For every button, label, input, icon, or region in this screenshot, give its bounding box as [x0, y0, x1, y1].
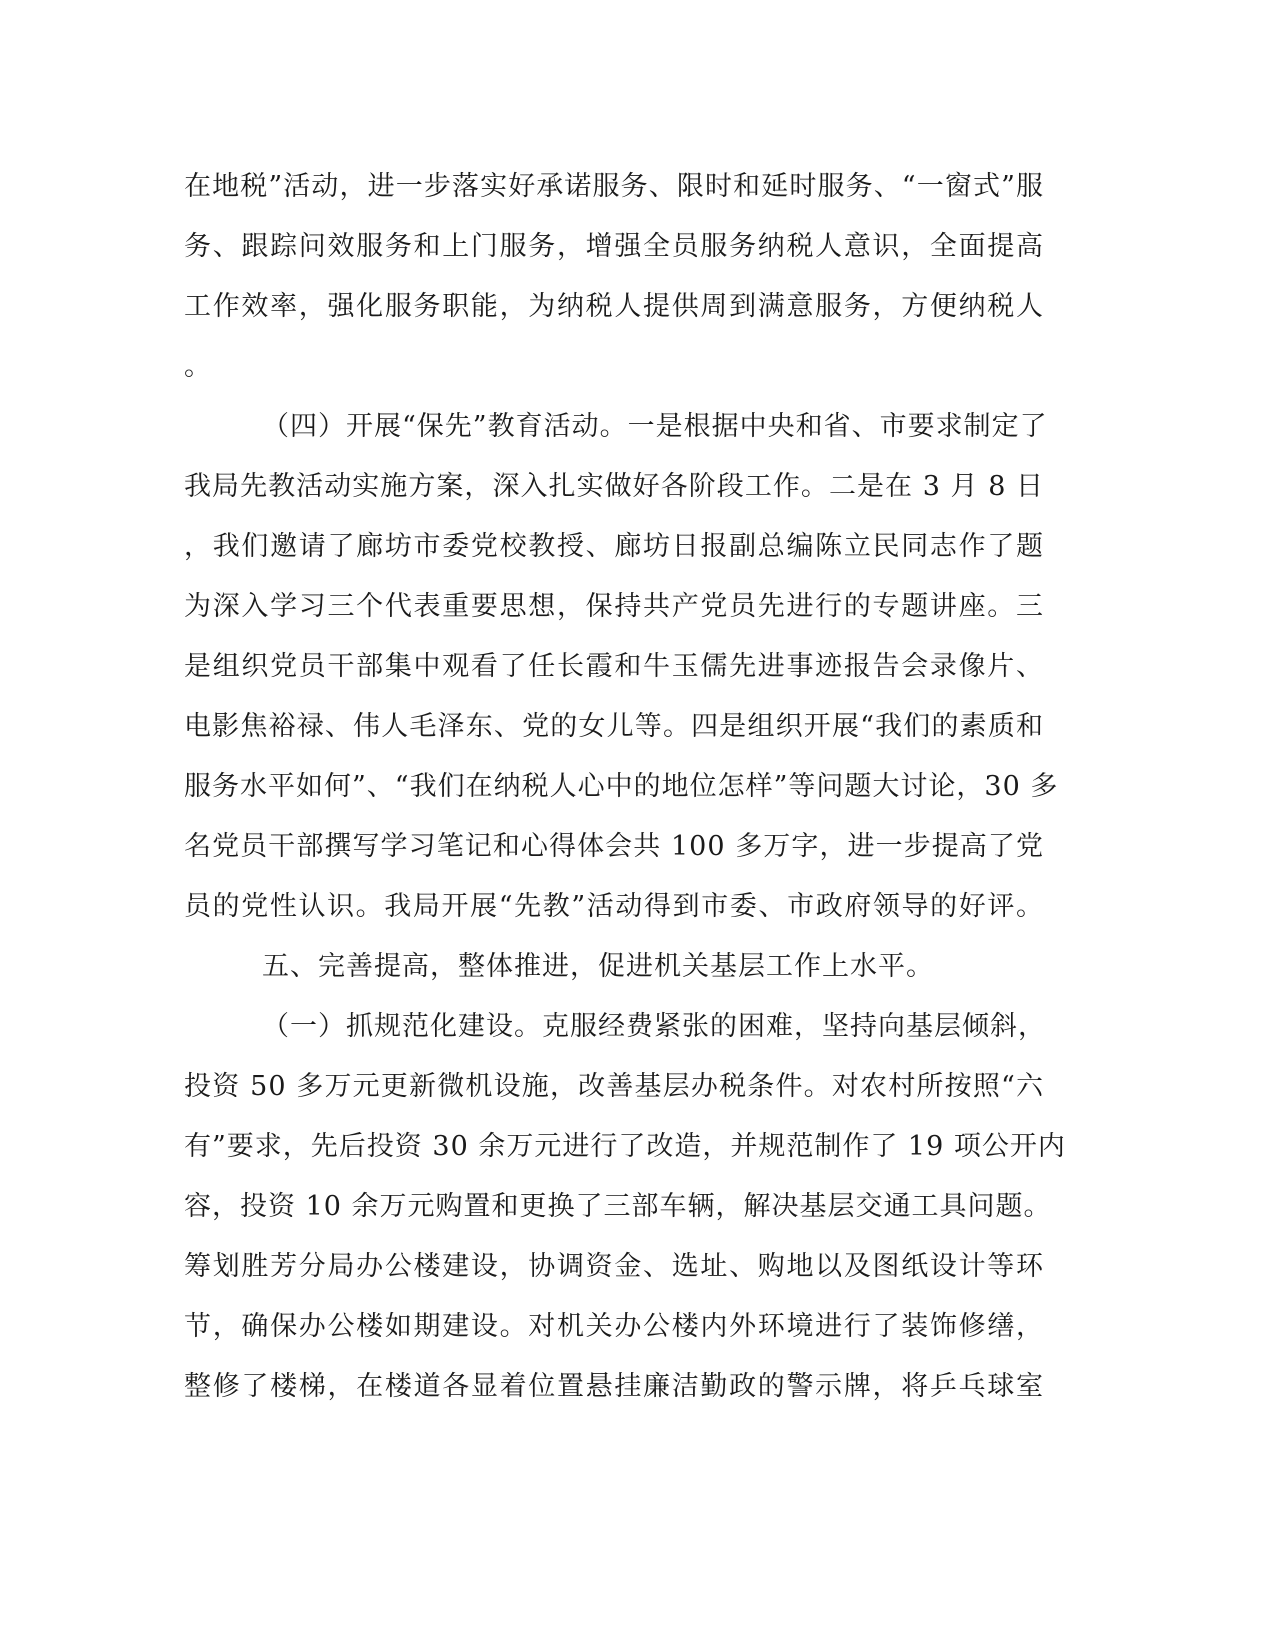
- text-line: 是组织党员干部集中观看了任长霞和牛玉儒先进事迹报告会录像片、: [184, 651, 1044, 682]
- text-line: 整修了楼梯，在楼道各显着位置悬挂廉洁勤政的警示牌，将乒乓球室: [184, 1371, 1044, 1402]
- text-line: （一）抓规范化建设。克服经费紧张的困难，坚持向基层倾斜，: [262, 1011, 1046, 1042]
- text-line: 务、跟踪问效服务和上门服务，增强全员服务纳税人意识，全面提高: [184, 231, 1044, 262]
- text-line: 筹划胜芳分局办公楼建设，协调资金、选址、购地以及图纸设计等环: [184, 1251, 1044, 1282]
- text-line: 我局先教活动实施方案，深入扎实做好各阶段工作。二是在 3 月 8 日: [184, 471, 1044, 502]
- text-line: 在地税”活动，进一步落实好承诺服务、限时和延时服务、“一窗式”服: [184, 171, 1044, 202]
- text-line: 为深入学习三个代表重要思想，保持共产党员先进行的专题讲座。三: [184, 591, 1044, 622]
- text-line: 电影焦裕禄、伟人毛泽东、党的女儿等。四是组织开展“我们的素质和: [184, 711, 1044, 742]
- text-line: 有”要求，先后投资 30 余万元进行了改造，并规范制作了 19 项公开内: [184, 1131, 1066, 1162]
- text-line: 服务水平如何”、“我们在纳税人心中的地位怎样”等问题大讨论，30 多: [184, 771, 1059, 802]
- text-line: （四）开展“保先”教育活动。一是根据中央和省、市要求制定了: [262, 411, 1048, 442]
- text-line: ，我们邀请了廊坊市委党校教授、廊坊日报副总编陈立民同志作了题: [184, 531, 1044, 562]
- text-line: 节，确保办公楼如期建设。对机关办公楼内外环境进行了装饰修缮，: [184, 1311, 1044, 1342]
- text-line: 工作效率，强化服务职能，为纳税人提供周到满意服务，方便纳税人: [184, 291, 1044, 322]
- document-body: [184, 157, 1066, 1417]
- text-line: 员的党性认识。我局开展“先教”活动得到市委、市政府领导的好评。: [184, 891, 1044, 922]
- text-line: 容，投资 10 余万元购置和更换了三部车辆，解决基层交通工具问题。: [184, 1191, 1052, 1222]
- text-line: 五、完善提高，整体推进，促进机关基层工作上水平。: [262, 951, 934, 982]
- text-line: 名党员干部撰写学习笔记和心得体会共 100 多万字，进一步提高了党: [184, 831, 1044, 862]
- text-line: 。: [184, 351, 212, 382]
- text-line: 投资 50 多万元更新微机设施，改善基层办税条件。对农村所按照“六: [184, 1071, 1044, 1102]
